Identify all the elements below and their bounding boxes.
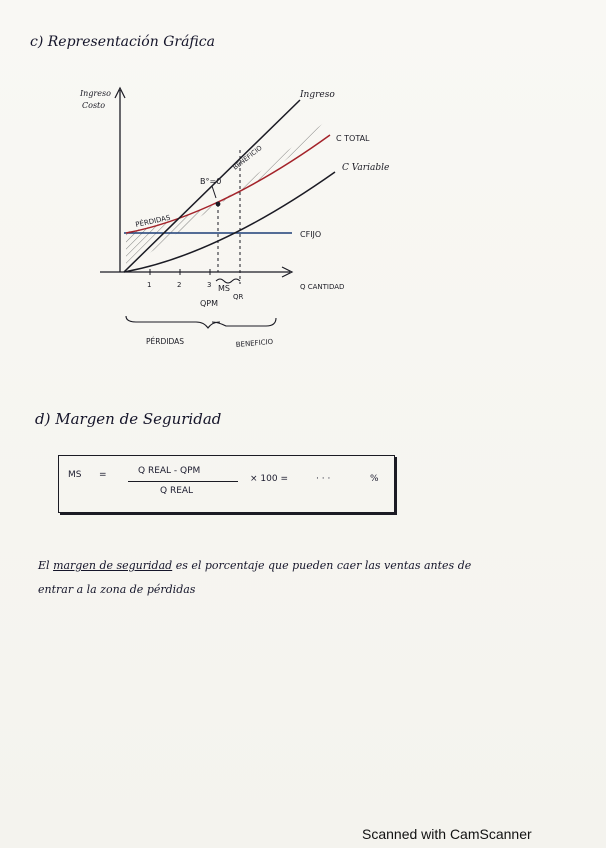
formula-times: × 100 =	[250, 474, 288, 484]
tick-label-3: 3	[207, 281, 212, 289]
perdidas-region-label: PÉRDIDAS	[134, 213, 172, 229]
formula-lhs: MS	[68, 470, 82, 480]
perdidas-brace	[126, 316, 220, 328]
paragraph-line-1	[38, 559, 471, 572]
formula-numerator: Q REAL - QPM	[138, 466, 201, 476]
y-axis-label-1: Ingreso	[80, 89, 111, 98]
ms-label: MS	[218, 284, 230, 293]
formula-unit: %	[370, 474, 379, 484]
paragraph-rest: es el porcentaje que pueden caer las ventas antes de	[175, 559, 472, 572]
section-d-title: d) Margen de Seguridad	[35, 410, 222, 428]
beneficio-brace-label: BENEFICIO	[235, 337, 274, 349]
y-axis-label-2: Costo	[82, 101, 106, 110]
x-axis-label: Q CANTIDAD	[300, 283, 345, 291]
qr-label: QR	[233, 293, 244, 301]
perdidas-brace-label: PÉRDIDAS	[146, 337, 184, 346]
formula-equals: =	[99, 470, 107, 480]
beneficio-region-label: BENEFICIO	[231, 143, 264, 172]
breakeven-point	[216, 202, 221, 207]
paragraph-term: margen de seguridad	[53, 559, 173, 572]
formula-denominator: Q REAL	[160, 486, 194, 496]
formula-dots: · · ·	[316, 474, 331, 484]
tick-label-2: 2	[177, 281, 182, 289]
total-cost-label: C TOTAL	[336, 134, 370, 143]
breakeven-label: B°=0	[200, 177, 222, 186]
ms-brace	[216, 279, 240, 283]
tick-label-1: 1	[147, 281, 152, 289]
section-c-title: c) Representación Gráfica	[30, 34, 215, 50]
cost-revenue-graph	[0, 0, 606, 400]
fixed-cost-label: CFIJO	[300, 230, 322, 239]
revenue-label: Ingreso	[300, 90, 335, 100]
breakeven-arrow	[212, 186, 216, 198]
paragraph-line-2: entrar a la zona de pérdidas	[38, 583, 196, 596]
qpm-label: QPM	[200, 299, 219, 308]
variable-cost-label: C Variable	[342, 163, 390, 173]
paragraph-start: El	[38, 559, 50, 572]
camscanner-watermark: Scanned with CamScanner	[362, 826, 532, 842]
formula-box	[58, 455, 395, 513]
fraction-bar	[128, 481, 238, 482]
beneficio-brace	[212, 318, 276, 326]
